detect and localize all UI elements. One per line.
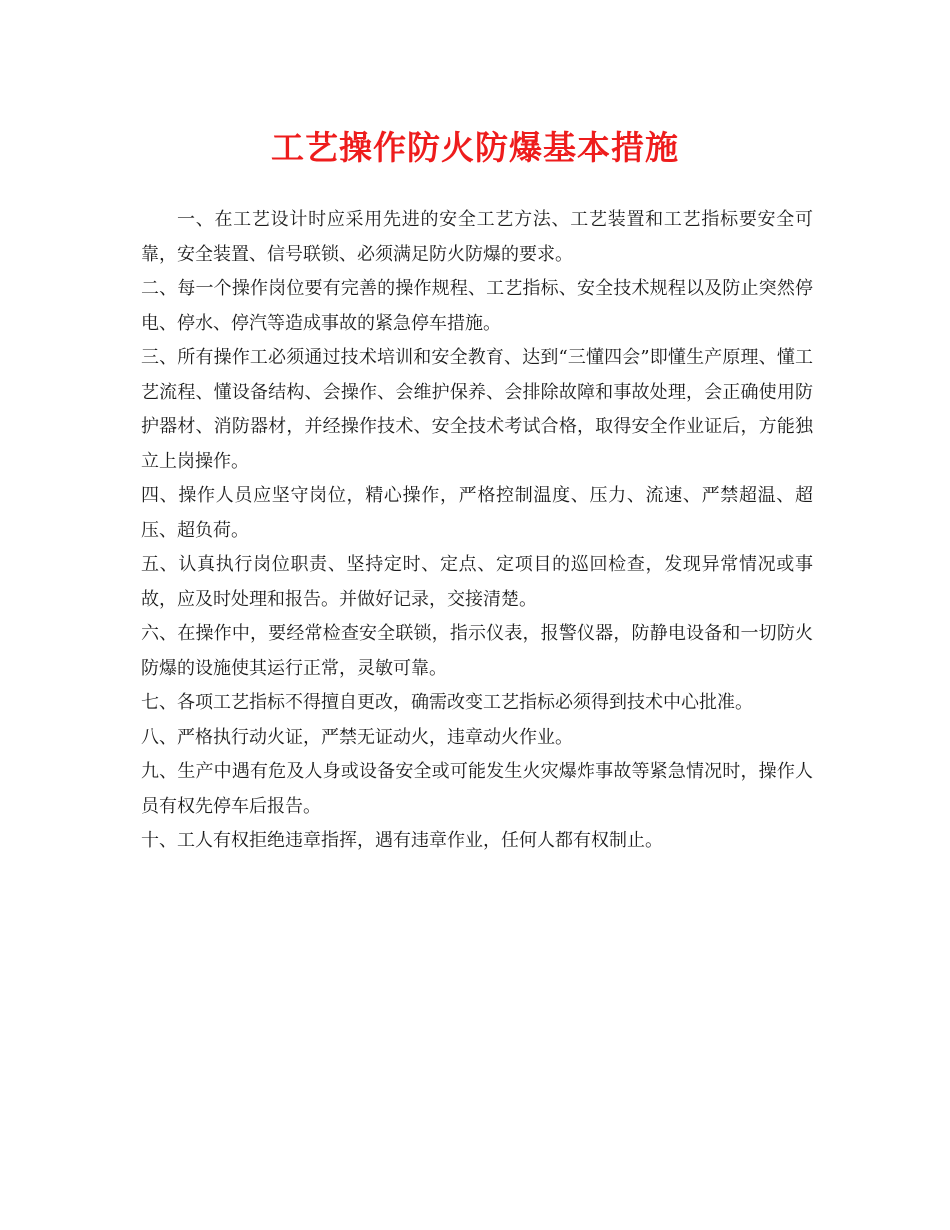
measure-item-6: 六、在操作中，要经常检查安全联锁，指示仪表，报警仪器，防静电设备和一切防火防爆的设施使其运行正常，灵敏可靠。 [141, 623, 813, 679]
measure-item-4: 四、操作人员应坚守岗位，精心操作，严格控制温度、压力、流速、严禁超温、超压、超负荷。 [141, 485, 813, 541]
document-title: 工艺操作防火防爆基本措施 [271, 128, 679, 167]
measure-item-3: 三、所有操作工必须通过技术培训和安全教育、达到“三懂四会”即懂生产原理、懂工艺流程、懂设备结构、会操作、会维护保养、会排除故障和事故处理，会正确使用防护器材、消防器材，并经操作技术、安全技术考试合格，取得安全作业证后，方能独立上岗操作。 [141, 347, 813, 472]
measure-item-1: 一、在工艺设计时应采用先进的安全工艺方法、工艺装置和工艺指标要安全可靠，安全装置、信号联锁、必须满足防火防爆的要求。 [141, 209, 813, 265]
measure-item-5: 五、认真执行岗位职责、坚持定时、定点、定项目的巡回检查，发现异常情况或事故，应及时处理和报告。并做好记录，交接清楚。 [141, 554, 813, 610]
measure-item-10: 十、工人有权拒绝违章指挥，遇有违章作业，任何人都有权制止。 [141, 830, 663, 851]
measure-item-8: 八、严格执行动火证，严禁无证动火，违章动火作业。 [141, 726, 573, 748]
measure-item-7: 七、各项工艺指标不得擅自更改，确需改变工艺指标必须得到技术中心批准。 [141, 692, 753, 713]
document-body [141, 203, 813, 859]
measure-item-9: 九、生产中遇有危及人身或设备安全或可能发生火灾爆炸事故等紧急情况时，操作人员有权先停车后报告。 [141, 761, 813, 817]
measure-item-2: 二、每一个操作岗位要有完善的操作规程、工艺指标、安全技术规程以及防止突然停电、停水、停汽等造成事故的紧急停车措施。 [141, 278, 813, 334]
